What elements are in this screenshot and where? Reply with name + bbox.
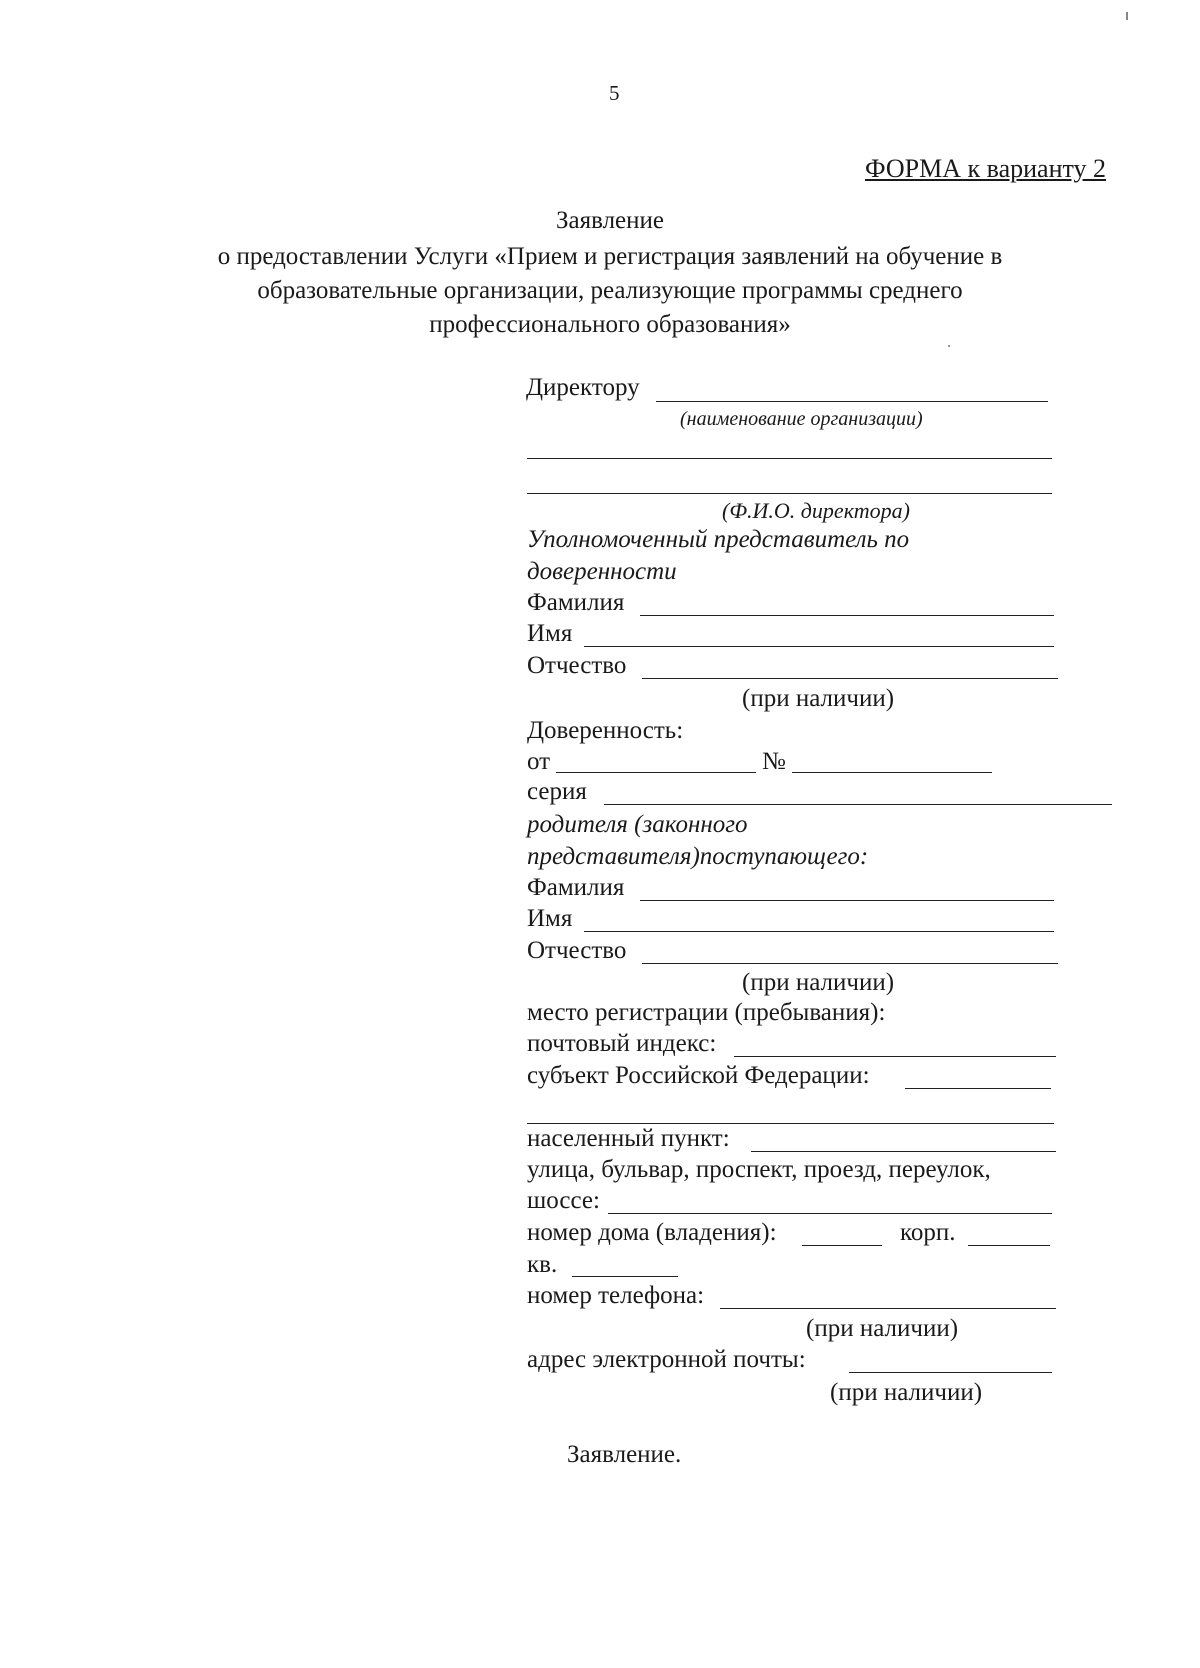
apartment-label: кв. (527, 1251, 558, 1278)
power-of-attorney-label: Доверенность: (527, 717, 684, 744)
locality-field[interactable] (751, 1151, 1056, 1152)
phone-if-any: (при наличии) (806, 1315, 959, 1342)
representative-patronymic-label: Отчество (527, 652, 627, 679)
building-field[interactable] (968, 1245, 1050, 1246)
director-name-field[interactable] (527, 493, 1052, 494)
document-title: Заявление (555, 207, 665, 234)
document-subtitle-line-2: образовательные организации, реализующие программы среднего (257, 277, 963, 304)
representative-patronymic-field[interactable] (642, 678, 1058, 679)
region-field[interactable] (905, 1088, 1051, 1089)
apartment-field[interactable] (572, 1276, 678, 1277)
document-subtitle-line-3: профессионального образования» (429, 311, 791, 338)
email-label: адрес электронной почты: (527, 1346, 806, 1373)
house-number-field[interactable] (802, 1245, 882, 1246)
parent-heading-line-1: родителя (законного (527, 811, 748, 838)
page-number: 5 (609, 81, 620, 105)
representative-surname-label: Фамилия (527, 589, 625, 616)
parent-surname-field[interactable] (640, 900, 1054, 901)
form-label: ФОРМА к варианту 2 (865, 154, 1106, 183)
building-label: корп. (900, 1219, 956, 1246)
representative-heading-line-2: доверенности (527, 558, 677, 585)
representative-name-label: Имя (527, 620, 573, 647)
representative-surname-field[interactable] (640, 615, 1054, 616)
scan-dot (948, 345, 950, 347)
phone-label: номер телефона: (527, 1282, 705, 1309)
locality-label: населенный пункт: (527, 1125, 730, 1152)
parent-patronymic-if-any: (при наличии) (742, 969, 895, 996)
representative-heading-line-1: Уполномоченный представитель по (527, 526, 910, 553)
representative-name-field[interactable] (584, 646, 1054, 647)
street-label-line-1: улица, бульвар, проспект, проезд, переулок, (527, 1156, 991, 1183)
power-of-attorney-date-label: от (527, 748, 551, 775)
street-label-line-2: шоссе: (527, 1187, 600, 1214)
organization-name-field-2[interactable] (527, 458, 1052, 459)
director-label: Директору (526, 374, 640, 401)
parent-heading-line-2: представителя)поступающего: (527, 843, 869, 870)
region-label: субъект Российской Федерации: (527, 1062, 870, 1089)
representative-patronymic-if-any: (при наличии) (742, 685, 895, 712)
email-field[interactable] (849, 1372, 1052, 1373)
parent-name-label: Имя (527, 905, 573, 932)
power-of-attorney-series-field[interactable] (604, 804, 1112, 805)
power-of-attorney-date-field[interactable] (556, 772, 756, 773)
parent-patronymic-label: Отчество (527, 937, 627, 964)
registration-address-heading: место регистрации (пребывания): (527, 999, 886, 1026)
phone-field[interactable] (720, 1308, 1056, 1309)
power-of-attorney-number-field[interactable] (792, 772, 992, 773)
postal-code-field[interactable] (734, 1056, 1056, 1057)
director-name-caption: (Ф.И.О. директора) (722, 498, 910, 523)
house-number-label: номер дома (владения): (527, 1219, 777, 1246)
document-subtitle-line-1: о предоставлении Услуги «Прием и регистрация заявлений на обучение в (217, 243, 1003, 270)
power-of-attorney-number-label: № (762, 748, 786, 775)
parent-patronymic-field[interactable] (642, 963, 1058, 964)
postal-code-label: почтовый индекс: (527, 1030, 717, 1057)
email-if-any: (при наличии) (830, 1379, 983, 1406)
parent-name-field[interactable] (584, 931, 1054, 932)
organization-name-caption: (наименование организации) (680, 408, 923, 430)
scan-mark (1126, 12, 1128, 20)
power-of-attorney-series-label: серия (527, 778, 587, 805)
street-field[interactable] (608, 1213, 1052, 1214)
closing-text: Заявление. (567, 1441, 682, 1468)
organization-name-field[interactable] (656, 401, 1048, 402)
parent-surname-label: Фамилия (527, 874, 625, 901)
